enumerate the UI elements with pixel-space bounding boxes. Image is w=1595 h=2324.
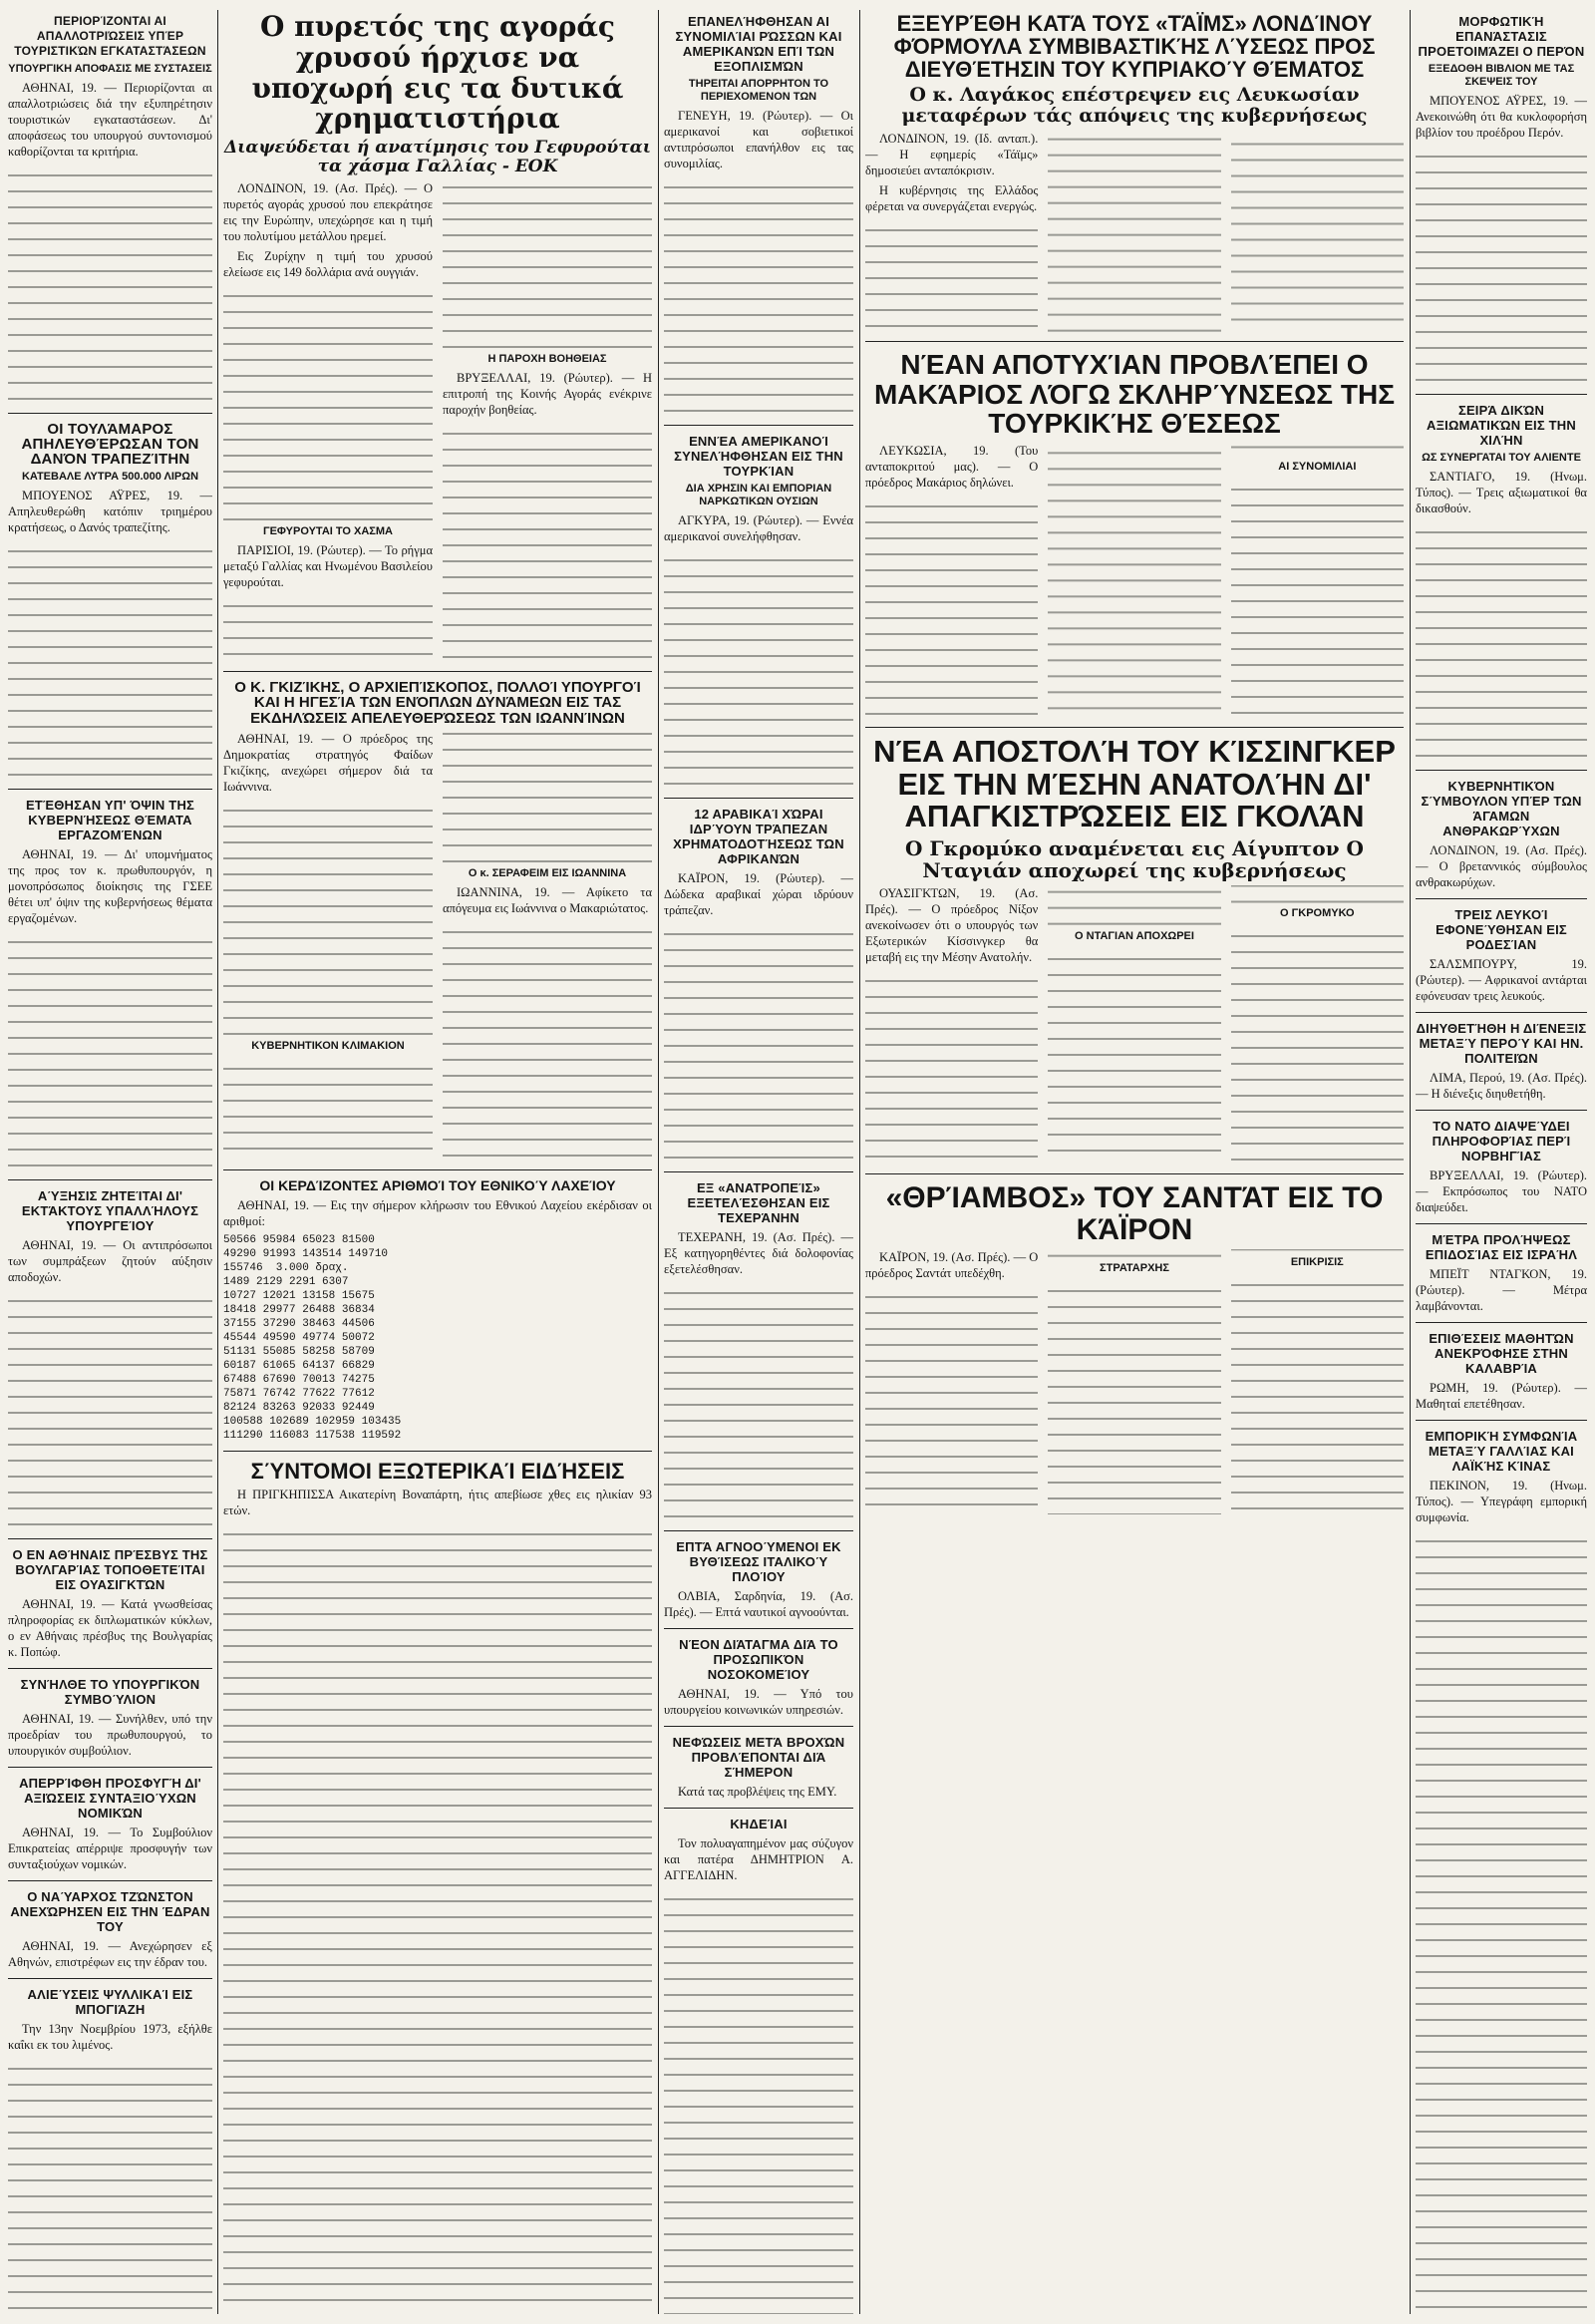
divider bbox=[1416, 770, 1587, 771]
subhead-arrests: ΔΙΑ ΧΡΗΣΙΝ ΚΑΙ ΕΜΠΟΡΙΑΝ ΝΑΡΚΩΤΙΚΩΝ ΟΥΣΙΩΝ bbox=[685, 483, 832, 507]
divider bbox=[664, 1628, 853, 1629]
article-body-text bbox=[664, 1283, 853, 1522]
subhead-kissinger: Ο Γκρομύκο αναμένεται εις Αίγυπτον Ο Νταγιάν αποχωρεί της κυβερνήσεως bbox=[905, 835, 1364, 882]
article-text: ΚΑΪΡΟΝ, 19. (Ρώυτερ). — Δώδεκα αραβικαί χώραι ιδρύουν τράπεζαν. bbox=[664, 871, 853, 917]
article-text: ΜΠΕΪΤ ΝΤΑΓΚΟΝ, 19. (Ρώυτερ). — Μέτρα λαμβάνονται. bbox=[1416, 1267, 1587, 1313]
article-body-text bbox=[1416, 147, 1587, 386]
article-kissinger bbox=[865, 885, 1404, 1165]
article-body-text bbox=[223, 1524, 652, 2314]
headline-raise: ΑΎΞΗΣΙΣ ΖΗΤΕΊΤΑΙ ΔΙ' ΕΚΤΆΚΤΟΥΣ ΥΠΑΛΛΉΛΟΥΣ ΥΠΟΥΡΓΕΊΟΥ bbox=[21, 1188, 199, 1233]
article-text: ΑΘΗΝΑΙ, 19. — Ανεχώρησεν εξ Αθηνών, επιστρέφων εις την έδραν του. bbox=[8, 1939, 212, 1969]
article-makarios bbox=[865, 443, 1404, 720]
section-label: Ο κ. ΣΕΡΑΦΕΙΜ ΕΙΣ ΙΩΑΝΝΙΝΑ bbox=[468, 866, 627, 879]
headline-tourism: ΠΕΡΙΟΡΊΖΟΝΤΑΙ ΑΙ ΑΠΑΛΛΟΤΡΙΏΣΕΙΣ ΥΠΈΡ ΤΟΥΡΙΣΤΙΚΏΝ ΕΓΚΑΤΑΣΤΆΣΕΩΝ bbox=[14, 14, 206, 58]
subhead-chile: ΩΣ ΣΥΝΕΡΓΑΤΑΙ ΤΟΥ ΑΛΙΕΝΤΕ bbox=[1422, 452, 1581, 464]
column-rule bbox=[859, 10, 860, 2314]
divider bbox=[8, 789, 212, 790]
divider bbox=[8, 413, 212, 414]
headline-admiral: Ο ΝΑΎΑΡΧΟΣ ΤΖΏΝΣΤΟΝ ΑΝΕΧΏΡΗΣΕΝ ΕΙΣ ΤΗΝ ΈΔΡΑΝ ΤΟΥ bbox=[10, 1889, 210, 1934]
article-ioannina bbox=[223, 731, 652, 1162]
headline-banker: ΟΙ ΤΟΥΛΆΜΑΡΟΣ ΑΠΗΛΕΥΘΈΡΩΣΑΝ ΤΟΝ ΔΑΝΌΝ ΤΡΑΠΕΖΊΤΗΝ bbox=[21, 421, 199, 468]
subhead-talks: ΤΗΡΕΙΤΑΙ ΑΠΟΡΡΗΤΟΝ ΤΟ ΠΕΡΙΕΧΟΜΕΝΟΝ ΤΩΝ bbox=[688, 78, 829, 103]
headline-workers: ΕΤΈΘΗΣΑΝ ΥΠ' ΌΨΙΝ ΤΗΣ ΚΥΒΕΡΝΉΣΕΩΣ ΘΈΜΑΤΑ ΕΡΓΑΖΟΜΈΝΩΝ bbox=[25, 798, 195, 842]
lottery-numbers: 50566 95984 65023 81500 49290 91993 143514 149710 155746 3.000 δραχ. 1489 2129 2291 6307 10727 12021 13158 15675 18418 29977 26488 36834 37155 37290 38463 44506 45544 49590 49774 50072 51131 55085 58258 58709 60187 61065 64137 66829 67488 67690 70013 74275 75871 76742 77622 77612 82124 83263 92033 92449 100588 102689 102959 103435 111290 116083 117538 119592 bbox=[223, 1233, 402, 1442]
article-body-text bbox=[8, 932, 212, 1171]
divider bbox=[1416, 898, 1587, 899]
article-text: ΜΠΟΥΕΝΟΣ ΑΫΡΕΣ, 19. — Απηλευθερώθη κατόπιν τριημέρου κρατήσεως, ο Δανός τραπεζίτης. bbox=[8, 489, 212, 534]
section-label: ΣΤΡΑΤΑΡΧΗΣ bbox=[1100, 1261, 1169, 1274]
article-text: ΛΙΜΑ, Περού, 19. (Ασ. Πρές). — Η διένεξις διηυθετήθη. bbox=[1416, 1071, 1587, 1101]
divider bbox=[8, 1668, 212, 1669]
divider bbox=[1416, 1110, 1587, 1111]
divider bbox=[1416, 394, 1587, 395]
headline-kissinger: ΝΈΑ ΑΠΟΣΤΟΛΉ ΤΟΥ ΚΊΣΣΙΝΓΚΕΡ ΕΙΣ ΤΗΝ ΜΈΣΗΝ ΑΝΑΤΟΛΉΝ ΔΙ' ΑΠΑΓΚΙΣΤΡΏΣΕΙΣ ΕΙΣ ΓΚΟΛΆΝ bbox=[873, 734, 1396, 834]
headline-hospital: ΝΈΟΝ ΔΙΆΤΑΓΜΑ ΔΙΆ ΤΟ ΠΡΟΣΩΠΙΚΌΝ ΝΟΣΟΚΟΜΕΊΟΥ bbox=[679, 1637, 838, 1682]
divider bbox=[1416, 1223, 1587, 1224]
divider bbox=[223, 1451, 652, 1452]
divider bbox=[664, 798, 853, 799]
divider bbox=[865, 1173, 1404, 1174]
divider bbox=[664, 1726, 853, 1727]
article-text: ΑΓΚΥΡΑ, 19. (Ρώυτερ). — Εννέα αμερικανοί συνελήφθησαν. bbox=[664, 513, 853, 543]
section-label: Ο ΝΤΑΓΙΑΝ ΑΠΟΧΩΡΕΙ bbox=[1075, 929, 1194, 942]
section-label: ΓΕΦΥΡΟΥΤΑΙ ΤΟ ΧΑΣΜΑ bbox=[262, 524, 393, 537]
article-body-text bbox=[223, 801, 433, 1040]
article-text: ΛΟΝΔΙΝΟΝ, 19. (Ιδ. ανταπ.). — Η εφημερίς «Τάϊμς» δημοσιεύει ανταπόκρισιν. bbox=[865, 132, 1039, 178]
article-text: Κατά τας προβλέψεις της ΕΜΥ. bbox=[678, 1785, 837, 1799]
headline-chile: ΣΕΙΡΆ ΔΙΚΏΝ ΑΞΙΩΜΑΤΙΚΏΝ ΕΙΣ ΤΗΝ ΧΙΛΉΝ bbox=[1427, 403, 1576, 448]
article-text: ΠΑΡΙΣΙΟΙ, 19. (Ρώυτερ). — Το ρήγμα μεταξύ Γαλλίας και Ηνωμένου Βασιλείου γεφυρούται. bbox=[223, 542, 433, 589]
headline-ambassador: Ο ΕΝ ΑΘΉΝΑΙΣ ΠΡΈΣΒΥΣ ΤΗΣ ΒΟΥΛΓΑΡΊΑΣ ΤΟΠΟΘΕΤΕΊΤΑΙ ΕΙΣ ΟΥΑΣΙΓΚΤΏΝ bbox=[12, 1547, 208, 1592]
article-text: ΑΘΗΝΑΙ, 19. — Το Συμβούλιον Επικρατείας απέρριψε προσφυγήν των συνταξιούχων νομικών. bbox=[8, 1826, 212, 1871]
column-rule bbox=[658, 10, 659, 2314]
article-text: ΒΡΥΞΕΛΛΑΙ, 19. (Ρώυτερ). — Η επιτροπή της Κοινής Αγοράς ενέκρινε παροχήν βοηθείας. bbox=[443, 370, 652, 417]
article-body-text bbox=[8, 541, 212, 781]
section-label: Η ΠΑΡΟΧΗ ΒΟΗΘΕΙΑΣ bbox=[487, 352, 607, 365]
divider bbox=[1416, 1420, 1587, 1421]
headline-cyprus: ΕΞΕΥΡΈΘΗ ΚΑΤΆ ΤΟΥΣ «ΤΆΪΜΣ» ΛΟΝΔΊΝΟΥ ΦΌΡΜΟΥΛΑ ΣΥΜΒΙΒΑΣΤΙΚΉΣ ΛΎΣΕΩΣ ΠΡΟΣ ΔΙΕΥΘΈΤΗΣΙΝ ΤΟΥ ΚΥΠΡΙΑΚΟΎ ΘΈΜΑΤΟΣ bbox=[893, 11, 1376, 83]
divider bbox=[664, 1530, 853, 1531]
divider bbox=[223, 671, 652, 672]
headline-council: ΣΥΝΉΛΘΕ ΤΟ ΥΠΟΥΡΓΙΚΌΝ ΣΥΜΒΟΎΛΙΟΝ bbox=[20, 1677, 200, 1707]
article-text: ΟΛΒΙΑ, Σαρδηνία, 19. (Ασ. Πρές). — Επτά ναυτικοί αγνοούνται. bbox=[664, 1589, 853, 1619]
section-label: ΚΥΒΕΡΝΗΤΙΚΟΝ ΚΛΙΜΑΚΙΟΝ bbox=[251, 1039, 405, 1052]
article-text: ΤΕΧΕΡΑΝΗ, 19. (Ασ. Πρές). — Εξ κατηγορηθέντες διά δολοφονίας εξετελέσθησαν. bbox=[664, 1230, 853, 1276]
article-text: ΛΟΝΔΙΝΟΝ, 19. (Ασ. Πρές). — Ο βρεταννικός σύμβουλος ανθρακωρύχων. bbox=[1416, 843, 1587, 889]
article-text: Η ΠΡΙΓΚΗΠΙΣΣΑ Αικατερίνη Βοναπάρτη, ήτις απεβίωσε χθες εις ηλικίαν 93 ετών. bbox=[223, 1487, 652, 1517]
article-text: ΑΘΗΝΑΙ, 19. — Εις την σήμερον κλήρωσιν του Εθνικού Λαχείου εκέρδισαν οι αριθμοί: bbox=[223, 1197, 652, 1228]
subhead-cyprus: Ο κ. Λαγάκος επέστρεψεν εις Λευκωσίαν μεταφέρων τάς απόψεις της κυβερνήσεως bbox=[901, 84, 1368, 128]
article-text: ΓΕΝΕΥΗ, 19. (Ρώυτερ). — Οι αμερικανοί και σοβιετικοί αντιπρόσωποι επανήλθον εις τας συνομιλίας. bbox=[664, 109, 853, 170]
article-body-text bbox=[1416, 522, 1587, 762]
headline-miners: ΚΥΒΕΡΝΗΤΙΚΌΝ ΣΎΜΒΟΥΛΟΝ ΥΠΈΡ ΤΩΝ ΆΓΑΜΩΝ ΑΝΘΡΑΚΩΡΎΧΩΝ bbox=[1421, 779, 1582, 838]
article-body-text bbox=[223, 286, 433, 525]
headline-appeal: ΑΠΕΡΡΊΦΘΗ ΠΡΟΣΦΥΓΉ ΔΙ' ΑΞΙΏΣΕΙΣ ΣΥΝΤΑΞΙΟΎΧΩΝ ΝΟΜΙΚΏΝ bbox=[19, 1776, 201, 1821]
article-text: ΑΘΗΝΑΙ, 19. — Συνήλθεν, υπό την προεδρίαν του πρωθυπουργού, το υπουργικόν συμβούλιον. bbox=[8, 1712, 212, 1758]
article-text: ΣΑΛΣΜΠΟΥΡΥ, 19. (Ρώυτερ). — Αφρικανοί αντάρται εφόνευσαν τρεις λευκούς. bbox=[1416, 957, 1587, 1003]
divider bbox=[8, 1538, 212, 1539]
article-body-text bbox=[1231, 1275, 1404, 1514]
article-text: ΒΡΥΞΕΛΛΑΙ, 19. (Ρώυτερ). — Εκπρόσωπος του ΝΑΤΟ διαψεύδει. bbox=[1416, 1168, 1587, 1214]
headline-weather: ΝΕΦΏΣΕΙΣ ΜΕΤΆ ΒΡΟΧΏΝ ΠΡΟΒΛΈΠΟΝΤΑΙ ΔΙΆ ΣΉΜΕΡΟΝ bbox=[672, 1735, 845, 1780]
article-text: ΑΘΗΝΑΙ, 19. — Οι αντιπρόσωποι των συμπράξεων ζητούν αύξησιν αποδοχών. bbox=[8, 1238, 212, 1284]
article-body-text bbox=[443, 424, 652, 663]
headline-lottery: ΟΙ ΚΕΡΔΊΖΟΝΤΕΣ ΑΡΙΘΜΟΊ ΤΟΥ ΕΘΝΙΚΟΎ ΛΑΧΕΊΟΥ bbox=[259, 1176, 616, 1193]
headline-sadat: «ΘΡΊΑΜΒΟΣ» ΤΟΥ ΣΑΝΤΆΤ ΕΙΣ ΤΟ ΚΆΪΡΟΝ bbox=[885, 1181, 1384, 1246]
article-text: Η κυβέρνησις της Ελλάδος φέρεται να συνεργάζεται ενεργώς. bbox=[865, 183, 1039, 214]
article-body-text bbox=[664, 550, 853, 790]
headline-ship: ΕΠΤΆ ΑΓΝΟΟΎΜΕΝΟΙ ΕΚ ΒΥΘΊΣΕΩΣ ΙΤΑΛΙΚΟΎ ΠΛΟΊΟΥ bbox=[676, 1539, 841, 1584]
headline-peru: ΔΙΗΥΘΕΤΉΘΗ Η ΔΙΈΝΕΞΙΣ ΜΕΤΑΞΎ ΠΕΡΟΎ ΚΑΙ ΗΝ. ΠΟΛΙΤΕΙΏΝ bbox=[1416, 1021, 1587, 1066]
subhead-peron: ΕΞΕΔΟΘΗ ΒΙΒΛΙΟΝ ΜΕ ΤΑΣ ΣΚΕΨΕΙΣ ΤΟΥ bbox=[1428, 63, 1575, 88]
headline-nato: ΤΟ ΝΑΤΟ ΔΙΑΨΕΎΔΕΙ ΠΛΗΡΟΦΟΡΊΑΣ ΠΕΡΊ ΝΟΡΒΗΓΊΑΣ bbox=[1432, 1119, 1571, 1163]
column-4 bbox=[865, 8, 1404, 2314]
section-label: ΑΙ ΣΥΝΟΜΙΛΙΑΙ bbox=[1278, 461, 1357, 474]
section-label: Ο ΓΚΡΟΜΥΚΟ bbox=[1280, 907, 1355, 920]
headline-talks: ΕΠΑΝΕΛΉΦΘΗΣΑΝ ΑΙ ΣΥΝΟΜΙΛΊΑΙ ΡΏΣΣΩΝ ΚΑΙ ΑΜΕΡΙΚΑΝΏΝ ΕΠΊ ΤΩΝ ΕΞΟΠΛΙΣΜΏΝ bbox=[675, 14, 842, 74]
article-body-text bbox=[664, 924, 853, 1163]
article-body-text bbox=[8, 166, 212, 405]
article-body-text bbox=[443, 922, 652, 1162]
column-3 bbox=[664, 8, 853, 2314]
divider bbox=[865, 341, 1404, 342]
headline-brief: ΣΎΝΤΟΜΟΙ ΕΞΩΤΕΡΙΚΑΊ ΕΙΔΉΣΕΙΣ bbox=[250, 1458, 625, 1484]
article-text: ΑΘΗΝΑΙ, 19. — Περιορίζονται αι απαλλοτριώσεις διά την εξυπηρέτησιν τουριστικών εγκαταστάσεων. Δι' αποφάσεως του υπουργού συντονισμού καθορίζονται τα κριτήρια. bbox=[8, 81, 212, 159]
article-text: ΟΥΑΣΙΓΚΤΩΝ, 19. (Ασ. Πρές). — Ο πρόεδρος Νίξον ανεκοίνωσεν ότι ο υπουργός των Εξωτερικών Κίσσινγκερ θα μεταβή εις την Μέσην Ανατολήν. bbox=[865, 885, 1039, 964]
article-text: Την 13ην Νοεμβρίου 1973, εξήλθε καΐκι εκ του λιμένος. bbox=[8, 2022, 212, 2052]
column-1 bbox=[8, 8, 212, 2314]
subhead-banker: ΚΑΤΕΒΑΛΕ ΛΥΤΡΑ 500.000 ΛΙΡΩΝ bbox=[21, 471, 199, 483]
article-text: ΑΘΗΝΑΙ, 19. — Ο πρόεδρος της Δημοκρατίας στρατηγός Φαίδων Γκιζίκης, ανεχώρει σήμερον διά τα Ιωάννινα. bbox=[223, 731, 433, 794]
divider bbox=[664, 425, 853, 426]
article-text: ΡΩΜΗ, 19. (Ρώυτερ). — Μαθηταί επετέθησαν. bbox=[1416, 1381, 1587, 1411]
subhead-tourism: ΥΠΟΥΡΓΙΚΗ ΑΠΟΦΑΣΙΣ ΜΕ ΣΥΣΤΑΣΕΙΣ bbox=[8, 63, 212, 75]
article-text: ΜΠΟΥΕΝΟΣ ΑΫΡΕΣ, 19. — Ανεκοινώθη ότι θα κυκλοφορήση βιβλίον του προέδρου Περόν. bbox=[1416, 94, 1587, 140]
headline-ioannina: Ο Κ. ΓΚΙΖΊΚΗΣ, Ο ΑΡΧΙΕΠΊΣΚΟΠΟΣ, ΠΟΛΛΟΊ ΥΠΟΥΡΓΟΊ ΚΑΙ Η ΗΓΕΣΊΑ ΤΩΝ ΕΝΌΠΛΩΝ ΔΥΝΆΜΕΩΝ ΕΙΣ ΤΑΣ ΕΚΔΗΛΏΣΕΙΣ ΑΠΕΛΕΥΘΕΡΏΣΕΩΣ ΤΩΝ ΙΩΑΝΝΊΝΩΝ bbox=[234, 678, 641, 728]
article-body-text bbox=[664, 1889, 853, 2314]
headline-rhodesia: ΤΡΕΙΣ ΛΕΥΚΟΊ ΕΦΟΝΕΎΘΗΣΑΝ ΕΙΣ ΡΟΔΕΣΊΑΝ bbox=[1436, 907, 1567, 952]
headline-makarios: ΝΈΑΝ ΑΠΟΤΥΧΊΑΝ ΠΡΟΒΛΈΠΕΙ Ο ΜΑΚΆΡΙΟΣ ΛΌΓΩ ΣΚΛΗΡΎΝΣΕΩΣ ΤΗΣ ΤΟΥΡΚΙΚΉΣ ΘΈΣΕΩΣ bbox=[873, 349, 1395, 440]
article-gold bbox=[223, 180, 652, 663]
column-rule bbox=[1410, 10, 1411, 2314]
article-text: ΑΘΗΝΑΙ, 19. — Υπό του υπουργείου κοινωνικών υπηρεσιών. bbox=[664, 1687, 853, 1717]
headline-fishing: ΑΛΙΕΎΣΕΙΣ ΨΥΛΛΙΚΑΊ ΕΙΣ ΜΠΟΓΙΆΖΗ bbox=[27, 1987, 193, 2017]
column-2 bbox=[223, 8, 652, 2314]
headline-executions: ΕΞ «ΑΝΑΤΡΟΠΕΊΣ» ΕΞΕΤΕΛΈΣΘΗΣΑΝ ΕΙΣ ΤΕΧΕΡΆΝΗΝ bbox=[687, 1180, 830, 1225]
article-text: ΑΘΗΝΑΙ, 19. — Κατά γνωσθείσας πληροφορίας εκ διπλωματικών κύκλων, ο εν Αθήναις πρέσβυς της Βουλγαρίας κ. Ποπώφ. bbox=[8, 1597, 212, 1659]
subhead-gold: Διαψεύδεται ή ανατίμησις του Γεφυρούται τα χάσμα Γαλλίας - ΕΟΚ bbox=[224, 138, 651, 176]
headline-funerals: ΚΗΔΕΊΑΙ bbox=[730, 1817, 788, 1831]
article-text: ΛΟΝΔΙΝΟΝ, 19. (Ασ. Πρές). — Ο πυρετός αγοράς χρυσού που επεκράτησε εις την Ευρώπην, υπεχώρησε και η τιμή του πολυτίμου μετάλλου ηρεμεί. bbox=[223, 180, 433, 243]
article-body-text bbox=[1231, 480, 1404, 719]
article-text: ΣΑΝΤΙΑΓΟ, 19. (Ηνωμ. Τύπος). — Τρεις αξιωματικοί θα δικασθούν. bbox=[1416, 470, 1587, 515]
article-body-text bbox=[8, 1291, 212, 1530]
divider bbox=[664, 1171, 853, 1172]
article-text: Εις Ζυρίχην η τιμή του χρυσού ελείωσε εις 149 δολλάρια ανά ουγγιάν. bbox=[223, 248, 433, 279]
article-text: ΚΑΪΡΟΝ, 19. (Ασ. Πρές). — Ο πρόεδρος Σαντάτ υπεδέχθη. bbox=[865, 1250, 1039, 1281]
headline-peron: ΜΟΡΦΩΤΙΚΉ ΕΠΑΝΆΣΤΑΣΙΣ ΠΡΟΕΤΟΙΜΆΖΕΙ Ο ΠΕΡΌΝ bbox=[1418, 14, 1585, 59]
divider bbox=[865, 727, 1404, 728]
article-text: ΙΩΑΝΝΙΝΑ, 19. — Αφίκετο τα απόγευμα εις Ιωάννινα ο Μακαριώτατος. bbox=[443, 884, 652, 915]
section-label: ΕΠΙΚΡΙΣΙΣ bbox=[1290, 1255, 1344, 1268]
article-text: Τον πολυαγαπημένον μας σύζυγον και πατέρα ΔΗΜΗΤΡΙΟΝ Α. ΑΓΓΕΛΙΔΗΝ. bbox=[664, 1836, 853, 1882]
headline-students: ΕΠΙΘΈΣΕΙΣ ΜΑΘΗΤΏΝ ΑΝΕΚΡΌΦΗΣΕ ΣΤΗΝ ΚΑΛΑΒΡΊΑ bbox=[1429, 1331, 1574, 1376]
article-body-text bbox=[1231, 926, 1404, 1165]
divider bbox=[223, 1169, 652, 1170]
divider bbox=[8, 1978, 212, 1979]
article-text: ΠΕΚΙΝΟΝ, 19. (Ηνωμ. Τύπος). — Υπεγράφη εμπορική συμφωνία. bbox=[1416, 1479, 1587, 1524]
divider bbox=[8, 1767, 212, 1768]
headline-arrests: ΕΝΝΈΑ ΑΜΕΡΙΚΑΝΟΊ ΣΥΝΕΛΉΦΘΗΣΑΝ ΕΙΣ ΤΗΝ ΤΟΥΡΚΊΑΝ bbox=[674, 434, 843, 479]
headline-gold: Ο πυρετός της αγοράς χρυσού ήρχισε να υποχωρή εις τα δυτικά χρηματιστήρια bbox=[251, 10, 624, 136]
divider bbox=[8, 1880, 212, 1881]
article-body-text bbox=[664, 177, 853, 417]
divider bbox=[1416, 1322, 1587, 1323]
article-text: ΑΘΗΝΑΙ, 19. — Δι' υπομνήματος της προς τον κ. πρωθυπουργόν, η μονοπρόσωπος διοίκησις της ΓΣΕΕ θέτει υπ' όψιν της κυβερνήσεως θέματα εργαζομένων. bbox=[8, 847, 212, 925]
divider bbox=[1416, 1012, 1587, 1013]
article-cyprus bbox=[865, 131, 1404, 333]
divider bbox=[8, 1179, 212, 1180]
article-body-text bbox=[1416, 1531, 1587, 2314]
column-rule bbox=[217, 10, 218, 2314]
article-text: ΛΕΥΚΩΣΙΑ, 19. (Του ανταποκριτού μας). — Ο πρόεδρος Μακάριος δηλώνει. bbox=[865, 443, 1039, 490]
headline-israel: ΜΈΤΡΑ ΠΡΟΛΉΨΕΩΣ ΕΠΙΔΟΣΊΑΣ ΕΙΣ ΙΣΡΑΉΛ bbox=[1425, 1232, 1578, 1262]
divider bbox=[664, 1808, 853, 1809]
article-body-text bbox=[8, 2059, 212, 2314]
column-5 bbox=[1416, 8, 1587, 2314]
headline-china: ΕΜΠΟΡΙΚΉ ΣΥΜΦΩΝΊΑ ΜΕΤΑΞΎ ΓΑΛΛΊΑΣ ΚΑΙ ΛΑΪΚΉΣ ΚΊΝΑΣ bbox=[1425, 1429, 1578, 1474]
headline-bank: 12 ΑΡΑΒΙΚΑΊ ΧΏΡΑΙ ΙΔΡΎΟΥΝ ΤΡΆΠΕΖΑΝ ΧΡΗΜΑΤΟΔΟΤΉΣΕΩΣ ΤΩΝ ΑΦΡΙΚΑΝΏΝ bbox=[673, 807, 844, 866]
article-sadat bbox=[865, 1249, 1404, 1513]
